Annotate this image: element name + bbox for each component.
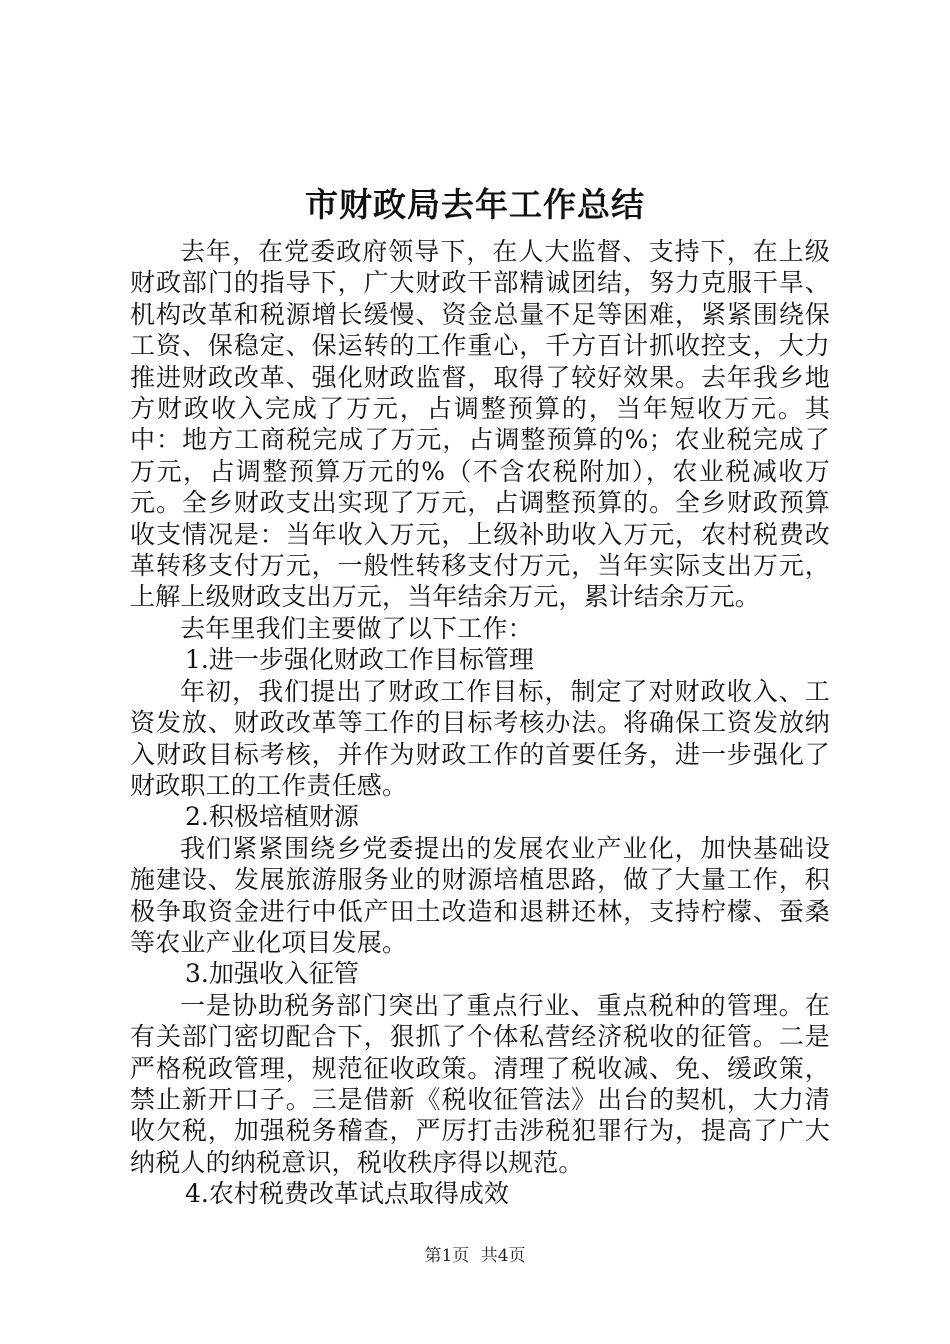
section-heading-2: 2.积极培植财源	[185, 802, 359, 832]
page-footer	[0, 1244, 950, 1268]
page-number: 第1页	[424, 1246, 470, 1266]
section-heading-4: 4.农村税费改革试点取得成效	[185, 1179, 509, 1209]
section-paragraph-2: 我们紧紧围绕乡党委提出的发展农业产业化，加快基础设施建设、发展旅游服务业的财源培植思路，做了大量工作，积极争取资金进行中低产田土改造和退耕还林，支持柠檬、蚕桑等农业产业化项目发展。	[130, 833, 830, 957]
section-paragraph-3: 一是协助税务部门突出了重点行业、重点税种的管理。在有关部门密切配合下，狠抓了个体私营经济税收的征管。二是严格税政管理，规范征收政策。清理了税收减、免、缓政策，禁止新开口子。三是借新《税收征管法》出台的契机，大力清收欠税，加强税务稽查，严厉打击涉税犯罪行为，提高了广大纳税人的纳税意识，税收秩序得以规范。	[130, 990, 830, 1177]
section-paragraph-1: 年初，我们提出了财政工作目标，制定了对财政收入、工资发放、财政改革等工作的目标考核办法。将确保工资发放纳入财政目标考核，并作为财政工作的首要任务，进一步强化了财政职工的工作责任感。	[130, 676, 830, 800]
work-summary-lead: 去年里我们主要做了以下工作：	[180, 613, 533, 643]
section-heading-1: 1.进一步强化财政工作目标管理	[185, 645, 534, 675]
page-total: 共4页	[480, 1246, 526, 1266]
intro-paragraph: 去年，在党委政府领导下，在人大监督、支持下，在上级财政部门的指导下，广大财政干部精诚团结，努力克服干旱、机构改革和税源增长缓慢、资金总量不足等困难，紧紧围绕保工资、保稳定、保运转的工作重心，千方百计抓收控支，大力推进财政改革、强化财政监督，取得了较好效果。去年我乡地方财政收入完成了万元，占调整预算的，当年短收万元。其中：地方工商税完成了万元，占调整预算的%；农业税完成了万元，占调整预算万元的%（不含农税附加），农业税减收万元。全乡财政支出实现了万元，占调整预算的。全乡财政预算收支情况是：当年收入万元，上级补助收入万元，农村税费改革转移支付万元，一般性转移支付万元，当年实际支出万元，上解上级财政支出万元，当年结余万元，累计结余万元。	[130, 237, 830, 612]
document-body	[130, 236, 830, 1210]
document-title: 市财政局去年工作总结	[305, 185, 645, 224]
section-heading-3: 3.加强收入征管	[185, 959, 359, 989]
